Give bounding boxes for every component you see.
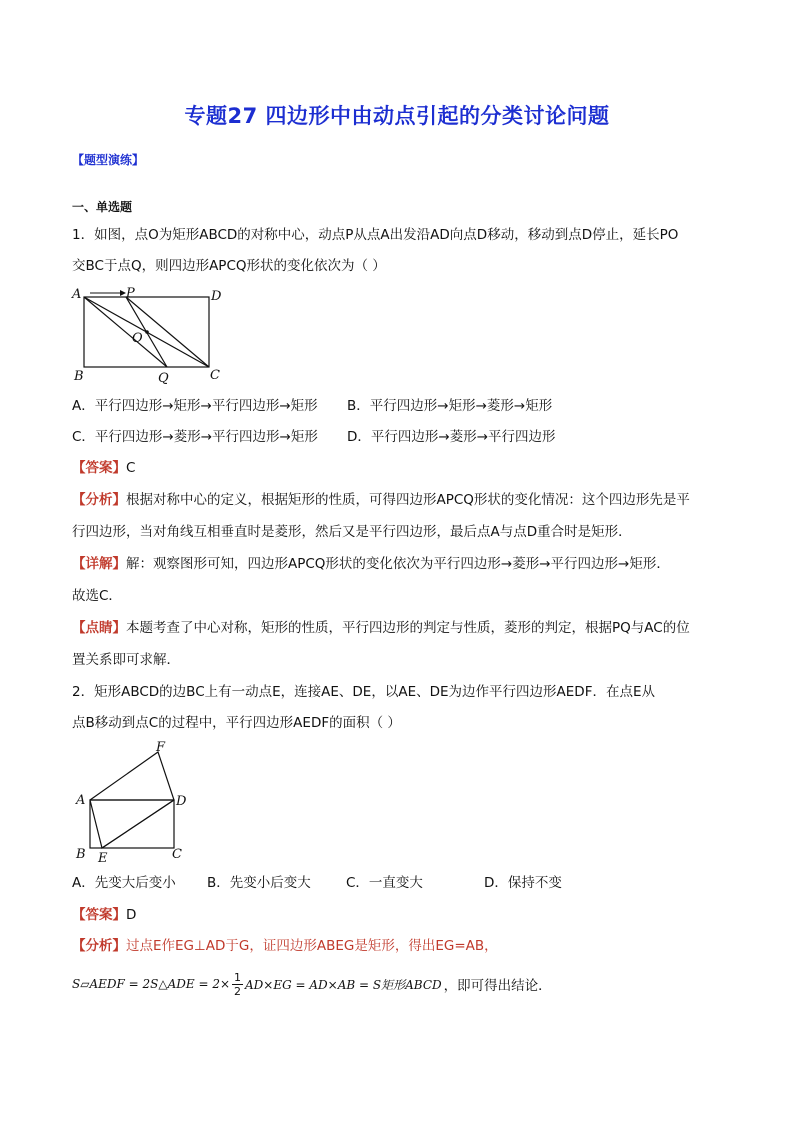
q1-segment-aq — [84, 297, 167, 367]
q2-answer: D — [126, 907, 137, 923]
q2-option-b: B．先变小后变大 — [207, 875, 311, 891]
q2-rect-abcd — [90, 800, 174, 848]
q1-analysis-tag: 【分析】 — [72, 492, 126, 508]
q2-figure — [70, 740, 200, 866]
q1-label-p: P — [126, 286, 135, 301]
section-label: 【题型演练】 — [72, 153, 145, 167]
q2-line2: 点B移动到点C的过程中，平行四边形AEDF的面积（ ） — [72, 715, 401, 731]
q2-option-d: D．保持不变 — [484, 875, 562, 891]
q2-analysis-row — [72, 936, 498, 956]
q1-option-c: C．平行四边形→菱形→平行四边形→矩形 — [72, 429, 318, 445]
q1-comment-line2: 置关系即可求解． — [72, 652, 180, 668]
q1-option-a: A．平行四边形→矩形→平行四边形→矩形 — [72, 398, 318, 414]
q1-comment-line1: 本题考查了中心对称，矩形的性质，平行四边形的判定与性质，菱形的判定，根据PQ与AC的位 — [126, 620, 690, 636]
q2-option-a: A．先变大后变小 — [72, 875, 176, 891]
q2-fraction — [232, 971, 243, 998]
q2-label-b: B — [76, 847, 86, 862]
q1-analysis-line1: 根据对称中心的定义，根据矩形的性质，可得四边形APCQ形状的变化情况：这个四边形先是平 — [126, 492, 690, 508]
q1-label-b: B — [74, 369, 84, 384]
q2-segment-ed — [102, 800, 174, 848]
q2-answer-tag: 【答案】 — [72, 907, 126, 923]
q1-label-o: O — [132, 331, 143, 346]
q1-detail-line2: 故选C． — [72, 588, 122, 604]
q1-comment-row — [72, 618, 690, 638]
q1-center-o — [145, 330, 149, 334]
heading-single-choice: 一、单选题 — [72, 200, 133, 214]
q1-figure — [68, 284, 238, 386]
q2-label-e: E — [98, 851, 108, 866]
q1-answer-row — [72, 458, 135, 478]
q2-analysis-line1: 过点E作EG⊥AD于G，证四边形ABEG是矩形，得出EG=AB， — [126, 938, 498, 954]
q2-label-a: A — [76, 793, 86, 808]
q1-answer-tag: 【答案】 — [72, 460, 126, 476]
q2-formula-tail: ，即可得出结论． — [443, 978, 552, 994]
q1-label-a: A — [72, 287, 82, 302]
q1-option-b: B．平行四边形→矩形→菱形→矩形 — [347, 398, 553, 414]
q2-frac-num: 1 — [234, 970, 242, 984]
q2-formula-row — [72, 966, 552, 1002]
q2-answer-row — [72, 905, 136, 925]
q2-frac-den: 2 — [234, 984, 242, 998]
q2-option-c: C．一直变大 — [346, 875, 423, 891]
q2-formula-left: S▱AEDF = 2S△ADE = 2× — [72, 977, 231, 991]
q1-detail-tag: 【详解】 — [72, 556, 126, 572]
q1-detail-line1: 解：观察图形可知，四边形APCQ形状的变化依次为平行四边形→菱形→平行四边形→矩形． — [126, 556, 670, 572]
q1-line1: 1．如图，点O为矩形ABCD的对称中心，动点P从点A出发沿AD向点D移动，移动到点D停止，延长PO — [72, 227, 679, 243]
q1-label-d: D — [211, 289, 222, 304]
q1-comment-tag: 【点睛】 — [72, 620, 126, 636]
page-title: 专题27 四边形中由动点引起的分类讨论问题 — [184, 104, 610, 128]
q1-option-d: D．平行四边形→菱形→平行四边形 — [347, 429, 556, 445]
q2-analysis-tag: 【分析】 — [72, 938, 126, 954]
q2-line1: 2．矩形ABCD的边BC上有一动点E，连接AE、DE，以AE、DE为边作平行四边形AEDF．在点E从 — [72, 684, 655, 700]
q1-analysis-row — [72, 490, 690, 510]
q1-label-q: Q — [158, 371, 169, 386]
q1-label-c: C — [210, 368, 220, 383]
q1-analysis-line2: 行四边形，当对角线互相垂直时是菱形，然后又是平行四边形，最后点A与点D重合时是矩形． — [72, 524, 632, 540]
q2-formula-right: AD×EG = AD×AB = S矩形ABCD — [245, 977, 442, 992]
q1-answer: C — [126, 460, 136, 476]
q1-detail-row — [72, 554, 670, 574]
q1-line2: 交BC于点Q，则四边形APCQ形状的变化依次为（ ） — [72, 258, 386, 274]
q2-label-c: C — [172, 847, 182, 862]
q2-label-d: D — [176, 794, 187, 809]
q2-label-f: F — [156, 740, 166, 755]
